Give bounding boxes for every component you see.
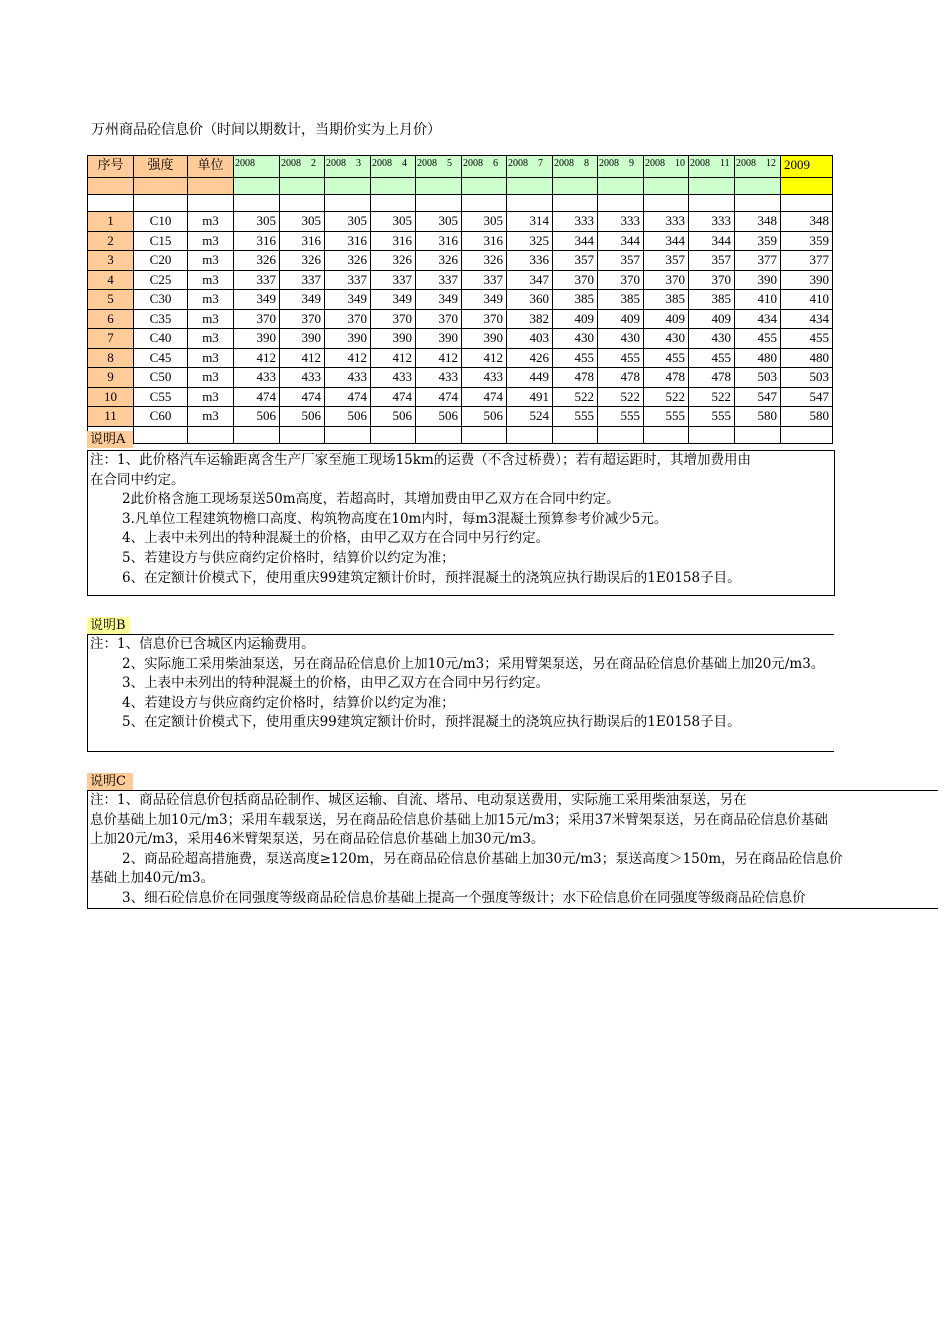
row-unit: m3 [188, 290, 234, 310]
price-cell: 357 [553, 251, 598, 271]
row-no: 8 [88, 348, 134, 368]
price-cell: 522 [598, 387, 644, 407]
price-cell: 409 [598, 309, 644, 329]
price-cell: 433 [325, 368, 371, 388]
note-b [87, 634, 834, 752]
price-cell: 455 [598, 348, 644, 368]
price-cell: 337 [280, 270, 325, 290]
price-cell: 385 [598, 290, 644, 310]
header-period: 2008 [234, 156, 280, 178]
page-title: 万州商品砼信息价（时间以期数计，当期价实为上月价） [91, 122, 441, 138]
price-cell: 409 [553, 309, 598, 329]
table-row [88, 387, 833, 407]
price-cell: 333 [598, 212, 644, 232]
note-c-line: 注：1、商品砼信息价包括商品砼制作、城区运输、自流、塔吊、电动泵送费用，实际施工采用柴油泵送，另在 [90, 792, 747, 808]
price-cell: 580 [781, 407, 833, 427]
price-cell: 433 [280, 368, 325, 388]
price-cell: 344 [689, 231, 735, 251]
table-row [88, 329, 833, 349]
price-cell: 390 [462, 329, 507, 349]
note-b-line: 注：1、信息价已含城区内运输费用。 [90, 636, 315, 652]
price-cell: 412 [280, 348, 325, 368]
price-cell: 385 [689, 290, 735, 310]
price-cell: 316 [325, 231, 371, 251]
price-cell: 316 [462, 231, 507, 251]
row-unit: m3 [188, 309, 234, 329]
price-cell: 348 [781, 212, 833, 232]
price-cell: 430 [598, 329, 644, 349]
price-cell: 337 [371, 270, 416, 290]
row-grade: C30 [134, 290, 188, 310]
price-cell: 412 [325, 348, 371, 368]
price-cell: 506 [462, 407, 507, 427]
price-cell: 326 [234, 251, 280, 271]
price-cell: 305 [462, 212, 507, 232]
note-b-line: 2、实际施工采用柴油泵送，另在商品砼信息价上加10元/m3；采用臂架泵送，另在商品砼信息价基础上加20元/m3。 [122, 655, 825, 672]
price-cell: 474 [280, 387, 325, 407]
price-cell: 344 [598, 231, 644, 251]
price-cell: 370 [371, 309, 416, 329]
price-cell: 430 [689, 329, 735, 349]
price-cell: 522 [553, 387, 598, 407]
price-cell: 474 [234, 387, 280, 407]
price-cell: 409 [689, 309, 735, 329]
price-cell: 348 [735, 212, 781, 232]
header-period: 2008 3 [325, 156, 371, 178]
note-a-line: 5、若建设方与供应商约定价格时，结算价以约定为准； [122, 549, 455, 566]
price-cell: 412 [234, 348, 280, 368]
price-cell: 316 [416, 231, 462, 251]
row-unit: m3 [188, 407, 234, 427]
note-a-line: 3.凡单位工程建筑物檐口高度、构筑物高度在10m内时，每m3混凝土预算参考价减少5元。 [122, 510, 668, 527]
row-grade: C40 [134, 329, 188, 349]
price-cell: 370 [280, 309, 325, 329]
price-cell: 316 [280, 231, 325, 251]
row-no: 10 [88, 387, 134, 407]
row-unit: m3 [188, 212, 234, 232]
price-cell: 480 [781, 348, 833, 368]
table-row [88, 348, 833, 368]
price-cell: 326 [416, 251, 462, 271]
price-cell: 390 [371, 329, 416, 349]
row-unit: m3 [188, 348, 234, 368]
price-cell: 433 [416, 368, 462, 388]
price-cell: 326 [462, 251, 507, 271]
header-period: 2009 [781, 156, 833, 178]
price-cell: 555 [689, 407, 735, 427]
price-cell: 349 [416, 290, 462, 310]
price-cell: 390 [280, 329, 325, 349]
note-a-line: 在合同中约定。 [90, 471, 185, 488]
price-cell: 474 [462, 387, 507, 407]
price-table [87, 155, 833, 444]
table-row [88, 251, 833, 271]
price-cell: 337 [462, 270, 507, 290]
price-cell: 349 [280, 290, 325, 310]
price-cell: 337 [234, 270, 280, 290]
price-cell: 360 [507, 290, 553, 310]
price-cell: 433 [234, 368, 280, 388]
row-unit: m3 [188, 368, 234, 388]
note-a-label: 说明A [87, 431, 133, 448]
price-cell: 316 [371, 231, 416, 251]
price-cell: 474 [371, 387, 416, 407]
note-b-line: 3、上表中未列出的特种混凝土的价格，由甲乙双方在合同中另行约定。 [122, 675, 550, 692]
price-cell: 333 [689, 212, 735, 232]
table-row [88, 368, 833, 388]
header-period: 2008 11 [689, 156, 735, 178]
price-cell: 555 [598, 407, 644, 427]
row-no: 4 [88, 270, 134, 290]
price-cell: 455 [644, 348, 689, 368]
row-no: 7 [88, 329, 134, 349]
note-c-line: 基础上加40元/m3。 [90, 870, 215, 887]
price-cell: 305 [325, 212, 371, 232]
row-no: 9 [88, 368, 134, 388]
price-cell: 433 [462, 368, 507, 388]
row-grade: C20 [134, 251, 188, 271]
price-cell: 314 [507, 212, 553, 232]
table-spacer-row [88, 195, 833, 212]
price-cell: 349 [371, 290, 416, 310]
note-b-line: 4、若建设方与供应商约定价格时，结算价以约定为准； [122, 694, 455, 711]
note-c-line: 3、细石砼信息价在同强度等级商品砼信息价基础上提高一个强度等级计；水下砼信息价在同强度等级商品砼信息价 [122, 889, 806, 906]
price-cell: 390 [735, 270, 781, 290]
row-grade: C25 [134, 270, 188, 290]
row-grade: C55 [134, 387, 188, 407]
table-header-row [88, 156, 833, 178]
row-grade: C15 [134, 231, 188, 251]
row-unit: m3 [188, 251, 234, 271]
price-cell: 337 [416, 270, 462, 290]
price-cell: 503 [735, 368, 781, 388]
note-a [87, 450, 835, 596]
price-cell: 370 [644, 270, 689, 290]
table-empty-row [88, 426, 833, 443]
price-cell: 478 [598, 368, 644, 388]
note-a-line: 2此价格含施工现场泵送50m高度，若超高时，其增加费由甲乙双方在合同中约定。 [122, 491, 620, 508]
price-cell: 326 [280, 251, 325, 271]
price-cell: 547 [781, 387, 833, 407]
price-cell: 390 [325, 329, 371, 349]
note-b-line: 5、在定额计价模式下，使用重庆99建筑定额计价时，预拌混凝土的浇筑应执行勘误后的1E0158子目。 [122, 714, 741, 731]
price-cell: 370 [234, 309, 280, 329]
price-cell: 390 [781, 270, 833, 290]
price-cell: 357 [644, 251, 689, 271]
header-period: 2008 10 [644, 156, 689, 178]
row-no: 11 [88, 407, 134, 427]
price-cell: 434 [781, 309, 833, 329]
price-cell: 455 [735, 329, 781, 349]
price-cell: 478 [644, 368, 689, 388]
price-cell: 325 [507, 231, 553, 251]
price-cell: 377 [735, 251, 781, 271]
price-cell: 430 [553, 329, 598, 349]
price-cell: 455 [781, 329, 833, 349]
price-cell: 524 [507, 407, 553, 427]
header-grade: 强度 [134, 156, 188, 178]
price-cell: 522 [644, 387, 689, 407]
price-cell: 305 [280, 212, 325, 232]
price-cell: 503 [781, 368, 833, 388]
row-no: 3 [88, 251, 134, 271]
row-no: 5 [88, 290, 134, 310]
table-row [88, 270, 833, 290]
price-cell: 344 [553, 231, 598, 251]
price-cell: 370 [325, 309, 371, 329]
price-cell: 316 [234, 231, 280, 251]
price-cell: 434 [735, 309, 781, 329]
price-cell: 478 [689, 368, 735, 388]
price-cell: 455 [689, 348, 735, 368]
row-unit: m3 [188, 270, 234, 290]
table-row [88, 231, 833, 251]
price-cell: 555 [553, 407, 598, 427]
row-grade: C35 [134, 309, 188, 329]
row-no: 6 [88, 309, 134, 329]
price-cell: 430 [644, 329, 689, 349]
price-cell: 370 [553, 270, 598, 290]
price-cell: 370 [416, 309, 462, 329]
price-cell: 336 [507, 251, 553, 271]
price-cell: 449 [507, 368, 553, 388]
price-cell: 349 [462, 290, 507, 310]
price-cell: 349 [325, 290, 371, 310]
price-cell: 412 [462, 348, 507, 368]
price-cell: 305 [371, 212, 416, 232]
note-a-line: 6、在定额计价模式下，使用重庆99建筑定额计价时，预拌混凝土的浇筑应执行勘误后的1E0158子目。 [122, 569, 741, 586]
header-period: 2008 5 [416, 156, 462, 178]
row-grade: C60 [134, 407, 188, 427]
price-cell: 412 [416, 348, 462, 368]
price-cell: 455 [553, 348, 598, 368]
price-cell: 357 [598, 251, 644, 271]
price-cell: 385 [553, 290, 598, 310]
note-b-label: 说明B [87, 617, 130, 634]
price-cell: 347 [507, 270, 553, 290]
price-cell: 412 [371, 348, 416, 368]
header-period: 2008 8 [553, 156, 598, 178]
header-period: 2008 6 [462, 156, 507, 178]
price-cell: 506 [280, 407, 325, 427]
table-subheader-row [88, 178, 833, 195]
header-period: 2008 9 [598, 156, 644, 178]
table-row [88, 212, 833, 232]
header-period: 2008 4 [371, 156, 416, 178]
price-cell: 390 [416, 329, 462, 349]
price-cell: 506 [234, 407, 280, 427]
table-row [88, 290, 833, 310]
row-unit: m3 [188, 387, 234, 407]
price-cell: 506 [325, 407, 371, 427]
price-cell: 357 [689, 251, 735, 271]
header-period: 2008 2 [280, 156, 325, 178]
price-cell: 547 [735, 387, 781, 407]
header-period: 2008 12 [735, 156, 781, 178]
price-cell: 478 [553, 368, 598, 388]
price-cell: 370 [462, 309, 507, 329]
row-no: 2 [88, 231, 134, 251]
price-cell: 426 [507, 348, 553, 368]
row-unit: m3 [188, 231, 234, 251]
note-a-line: 4、上表中未列出的特种混凝土的价格，由甲乙双方在合同中另行约定。 [122, 530, 550, 547]
price-cell: 480 [735, 348, 781, 368]
note-c-line: 2、商品砼超高措施费，泵送高度≥120m，另在商品砼信息价基础上加30元/m3；泵送高度＞150m，另在商品砼信息价 [122, 850, 843, 867]
price-cell: 370 [689, 270, 735, 290]
row-grade: C10 [134, 212, 188, 232]
price-cell: 349 [234, 290, 280, 310]
price-cell: 409 [644, 309, 689, 329]
price-cell: 410 [781, 290, 833, 310]
row-no: 1 [88, 212, 134, 232]
row-unit: m3 [188, 329, 234, 349]
price-cell: 326 [325, 251, 371, 271]
price-cell: 326 [371, 251, 416, 271]
header-unit: 单位 [188, 156, 234, 178]
price-cell: 333 [553, 212, 598, 232]
price-cell: 359 [781, 231, 833, 251]
note-c [87, 790, 938, 909]
row-grade: C50 [134, 368, 188, 388]
price-cell: 522 [689, 387, 735, 407]
price-cell: 403 [507, 329, 553, 349]
price-cell: 305 [416, 212, 462, 232]
price-cell: 555 [644, 407, 689, 427]
price-cell: 385 [644, 290, 689, 310]
row-grade: C45 [134, 348, 188, 368]
price-cell: 377 [781, 251, 833, 271]
table-row [88, 407, 833, 427]
price-cell: 506 [416, 407, 462, 427]
price-cell: 359 [735, 231, 781, 251]
price-cell: 410 [735, 290, 781, 310]
price-cell: 491 [507, 387, 553, 407]
header-period: 2008 7 [507, 156, 553, 178]
note-a-line: 注：1、此价格汽车运输距离含生产厂家至施工现场15km的运费（不含过桥费）；若有超运距时，其增加费用由 [90, 452, 751, 468]
note-c-label: 说明C [87, 773, 133, 790]
price-cell: 370 [598, 270, 644, 290]
price-cell: 474 [325, 387, 371, 407]
price-cell: 506 [371, 407, 416, 427]
price-cell: 382 [507, 309, 553, 329]
header-no: 序号 [88, 156, 134, 178]
price-cell: 344 [644, 231, 689, 251]
note-c-line: 息价基础上加10元/m3；采用车载泵送，另在商品砼信息价基础上加15元/m3；采用37米臂架泵送，另在商品砼信息价基础 [90, 811, 828, 828]
price-cell: 580 [735, 407, 781, 427]
price-cell: 337 [325, 270, 371, 290]
price-cell: 474 [416, 387, 462, 407]
note-c-line: 上加20元/m3，采用46米臂架泵送，另在商品砼信息价基础上加30元/m3。 [90, 831, 545, 848]
table-row [88, 309, 833, 329]
price-cell: 333 [644, 212, 689, 232]
price-cell: 305 [234, 212, 280, 232]
price-cell: 390 [234, 329, 280, 349]
price-cell: 433 [371, 368, 416, 388]
